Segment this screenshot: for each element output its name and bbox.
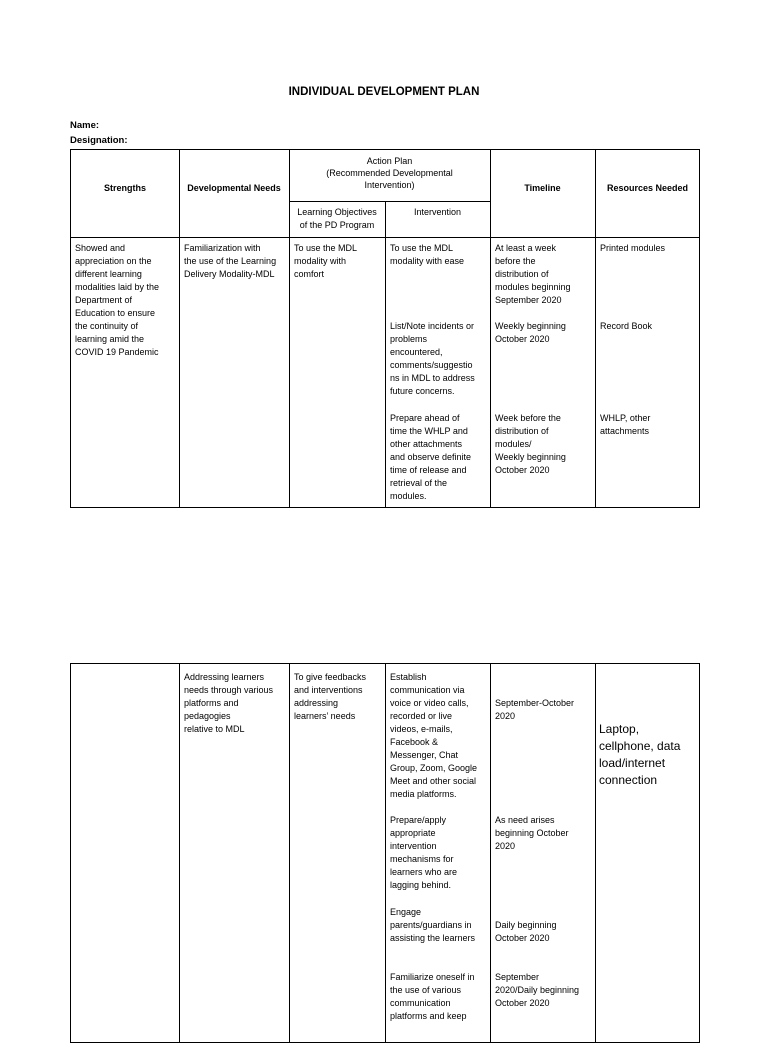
- header-action-plan: Action Plan (Recommended Developmental Intervention): [326, 156, 453, 190]
- intervention-cell: Familiarize oneself in the use of various communication platforms and keep: [390, 972, 475, 1021]
- timeline-cell: At least a week before the distribution of modules beginning September 2020: [495, 243, 571, 305]
- timeline-cell: September-October 2020: [495, 698, 575, 721]
- learning-objective-cell: To use the MDL modality with comfort: [294, 243, 358, 279]
- intervention-cell: Establish communication via voice or video calls, recorded or live videos, e-mails, Facebook & Messenger, Chat Group, Zoom, Google Meet and other social media platforms.: [390, 672, 478, 799]
- developmental-need-cell: Addressing learners needs through various platforms and pedagogies relative to MDL: [184, 672, 274, 734]
- intervention-cell: Prepare/apply appropriate intervention mechanisms for learners who are lagging behind.: [390, 815, 458, 890]
- developmental-need-cell: Familiarization with the use of the Learning Delivery Modality-MDL: [184, 243, 277, 279]
- resource-cell: WHLP, other attachments: [600, 413, 651, 436]
- resource-cell: Laptop, cellphone, data load/internet connection: [599, 722, 681, 787]
- timeline-cell: Weekly beginning October 2020: [495, 321, 566, 344]
- timeline-cell: Week before the distribution of modules/ Weekly beginning October 2020: [495, 413, 566, 475]
- name-label: Name:: [70, 120, 100, 131]
- development-plan-table-continued: [70, 663, 700, 1043]
- resource-cell: Record Book: [600, 321, 653, 331]
- timeline-cell: September 2020/Daily beginning October 2020: [495, 972, 580, 1008]
- header-strengths: Strengths: [103, 183, 146, 193]
- timeline-cell: As need arises beginning October 2020: [495, 815, 569, 851]
- intervention-cell: List/Note incidents or problems encountered, comments/suggestio ns in MDL to address future concerns.: [390, 321, 475, 396]
- intervention-cell: Engage parents/guardians in assisting the learners: [390, 907, 476, 943]
- strength-cell: Showed and appreciation on the different learning modalities laid by the Department of Education to ensure the continuity of learning amid the COVID 19 Pandemic: [75, 243, 160, 357]
- header-developmental-needs: Developmental Needs: [187, 183, 281, 193]
- header-intervention: Intervention: [413, 207, 462, 217]
- intervention-cell: To use the MDL modality with ease: [390, 243, 465, 266]
- intervention-cell: Prepare ahead of time the WHLP and other attachments and observe definite time of release and retrieval of the modules.: [390, 413, 472, 501]
- header-timeline: Timeline: [524, 183, 561, 193]
- resource-cell: Printed modules: [600, 243, 666, 253]
- timeline-cell: Daily beginning October 2020: [495, 920, 557, 943]
- header-resources-needed: Resources Needed: [606, 183, 689, 193]
- document-title: INDIVIDUAL DEVELOPMENT PLAN: [288, 86, 480, 98]
- header-learning-objectives: Learning Objectives of the PD Program: [297, 207, 377, 230]
- development-plan-table: [70, 149, 700, 508]
- learning-objective-cell: To give feedbacks and interventions addressing learners’ needs: [294, 672, 367, 721]
- designation-label: Designation:: [70, 135, 128, 146]
